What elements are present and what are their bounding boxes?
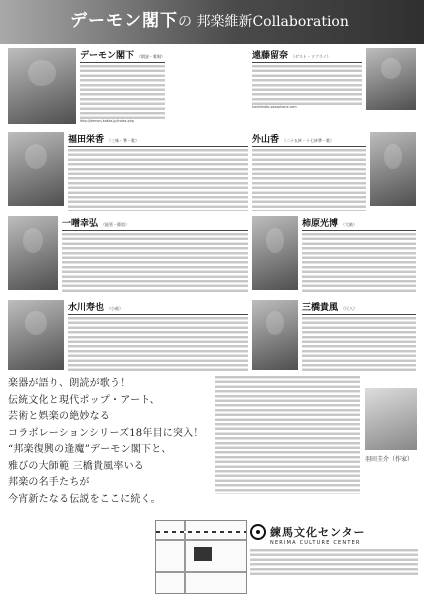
- essay-block: [215, 376, 417, 494]
- map-road: [156, 571, 246, 573]
- profile-role: （ゲスト・ソプラノ）: [291, 54, 331, 59]
- venue-name: 練馬文化センター: [270, 526, 366, 539]
- author-photo: [365, 388, 417, 450]
- profile-role: （朗読・歌唱）: [137, 54, 166, 59]
- profile-photo: [366, 48, 416, 110]
- intro-line: 雅びの大師範 三橋貴風率いる: [8, 460, 144, 472]
- profile-kazuyuki: [8, 216, 248, 293]
- profile-mizukawa: [8, 300, 248, 373]
- profile-name: デーモン閣下: [80, 51, 135, 61]
- profile-name: 三橋貴風: [302, 303, 339, 313]
- profile-photo: [370, 132, 416, 206]
- profile-url[interactable]: hashimoto-saxophone.com: [252, 105, 297, 109]
- profile-bio: [302, 233, 416, 293]
- intro-line: 芸術と娯楽の絶妙なる: [8, 411, 110, 422]
- profile-name: 一噌幸弘: [62, 219, 99, 229]
- intro-line: 今宵新たなる伝説をここに続く。: [8, 493, 161, 505]
- intro-line: 邦楽の名手たちが: [8, 477, 90, 488]
- map-railway: [156, 531, 246, 533]
- profile-demon: [8, 48, 248, 124]
- profile-bio: [252, 149, 366, 211]
- profile-photo: [8, 300, 64, 370]
- venue-logo: [250, 524, 418, 540]
- profile-bio: [302, 317, 416, 373]
- profile-name: 水川寿也: [68, 303, 105, 313]
- intro-line: “邦楽復興の逢魔”デーモン閣下と、: [8, 444, 172, 455]
- profile-bio: [80, 65, 165, 119]
- profile-bio: [62, 233, 248, 293]
- profile-bio: [68, 317, 248, 373]
- profile-name: 遠藤留奈: [252, 51, 289, 61]
- profile-name: 外山香: [252, 135, 280, 145]
- intro-line: 伝統文化と現代ポップ・アート、: [8, 394, 160, 406]
- access-map: [155, 520, 247, 594]
- profile-bio: [252, 65, 362, 105]
- profile-hokama: [252, 132, 416, 211]
- title-main: デーモン閣下: [70, 11, 178, 31]
- profile-photo: [8, 48, 76, 124]
- profile-photo: [252, 216, 298, 290]
- profiles-section: [8, 48, 416, 370]
- intro-line: 楽器が語り、朗読が歌う！: [8, 378, 131, 389]
- venue-name-en: NERIMA CULTURE CENTER: [270, 540, 361, 546]
- profile-fukuda: [8, 132, 248, 211]
- venue-info: [250, 524, 418, 575]
- profile-photo: [252, 300, 298, 370]
- profile-photo: [8, 216, 58, 290]
- profile-role: （小鼓）: [107, 306, 124, 311]
- map-venue-marker: [194, 547, 212, 561]
- essay-text: [215, 376, 360, 494]
- page-title: [70, 6, 349, 31]
- profile-role: （三味・箏・歌）: [107, 138, 140, 143]
- profile-name: 福田栄香: [68, 135, 105, 145]
- venue-logo-icon: [250, 524, 266, 540]
- venue-address: [250, 549, 418, 575]
- profile-kakihara: [252, 216, 416, 293]
- profile-role: （尺八）: [341, 306, 358, 311]
- profile-mitsuhashi: [252, 300, 416, 373]
- profile-bio: [68, 149, 248, 211]
- profile-url[interactable]: http://demon-kakka.jp/index.php: [80, 119, 134, 123]
- profile-name: 柿原光博: [302, 219, 339, 229]
- profile-role: （二十五絃・十七絃箏・歌）: [282, 138, 335, 143]
- map-road: [156, 539, 246, 541]
- profile-role: （大鼓）: [341, 222, 358, 227]
- profile-role: （能管・篠笛）: [101, 222, 130, 227]
- title-sub: の 邦楽維新Collaboration: [178, 14, 349, 30]
- profile-endo: [252, 48, 416, 110]
- intro-block: [8, 376, 208, 508]
- intro-line: コラボレーションシリーズ18年目に突入！: [8, 427, 204, 439]
- essay-signature: 羽田圭介（作家）: [365, 456, 414, 463]
- header-banner: [0, 0, 424, 44]
- profile-photo: [8, 132, 64, 206]
